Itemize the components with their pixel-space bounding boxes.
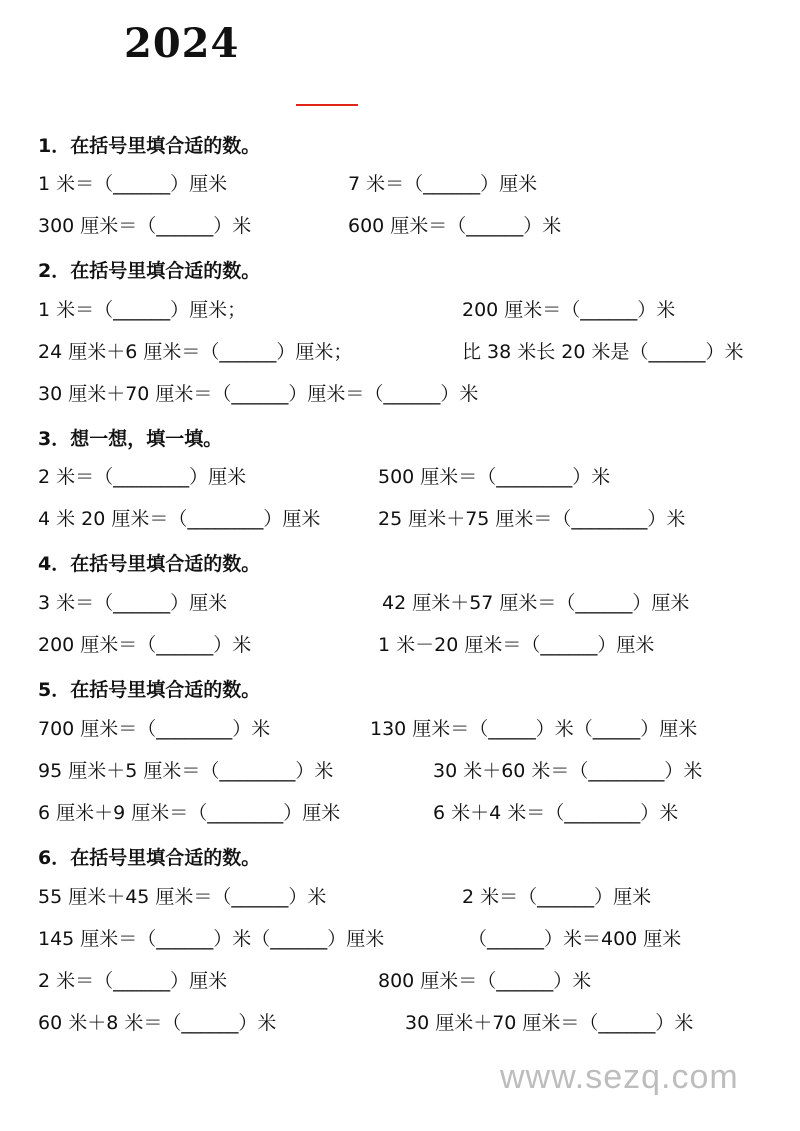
question-6-4: （______）米＝400 厘米 <box>468 928 682 950</box>
question-6-3: 145 厘米＝（______）米（______）厘米 <box>38 928 385 950</box>
question-3-2: 500 厘米＝（________）米 <box>378 466 611 488</box>
question-6-8: 30 厘米＋70 厘米＝（______）米 <box>405 1012 694 1034</box>
question-1-3: 300 厘米＝（______）米 <box>38 215 252 237</box>
question-6-2: 2 米＝（______）厘米 <box>462 886 652 908</box>
question-2-3: 24 厘米＋6 厘米＝（______）厘米； <box>38 341 353 363</box>
section-1-heading: 1．在括号里填合适的数。 <box>38 135 261 157</box>
question-4-3: 200 厘米＝（______）米 <box>38 634 252 656</box>
question-2-2: 200 厘米＝（______）米 <box>462 299 676 321</box>
question-1-1: 1 米＝（______）厘米 <box>38 173 228 195</box>
question-6-6: 800 厘米＝（______）米 <box>378 970 592 992</box>
question-4-2: 42 厘米＋57 厘米＝（______）厘米 <box>382 592 690 614</box>
question-4-4: 1 米－20 厘米＝（______）厘米 <box>378 634 655 656</box>
red-divider <box>296 104 358 106</box>
section-4-heading: 4．在括号里填合适的数。 <box>38 553 261 575</box>
question-3-1: 2 米＝（________）厘米 <box>38 466 247 488</box>
question-1-4: 600 厘米＝（______）米 <box>348 215 562 237</box>
question-5-1: 700 厘米＝（________）米 <box>38 718 271 740</box>
watermark: www.sezq.com <box>500 1058 739 1096</box>
question-4-1: 3 米＝（______）厘米 <box>38 592 228 614</box>
question-6-1: 55 厘米＋45 厘米＝（______）米 <box>38 886 327 908</box>
section-3-heading: 3．想一想，填一填。 <box>38 428 223 450</box>
question-2-4: 比 38 米长 20 米是（______）米 <box>462 341 744 363</box>
question-5-5: 6 厘米＋9 厘米＝（________）厘米 <box>38 802 341 824</box>
section-2-heading: 2．在括号里填合适的数。 <box>38 260 261 282</box>
question-6-5: 2 米＝（______）厘米 <box>38 970 228 992</box>
question-2-5: 30 厘米＋70 厘米＝（______）厘米＝（______）米 <box>38 383 479 405</box>
question-5-4: 30 米＋60 米＝（________）米 <box>433 760 703 782</box>
question-6-7: 60 米＋8 米＝（______）米 <box>38 1012 277 1034</box>
question-5-6: 6 米＋4 米＝（________）米 <box>433 802 679 824</box>
question-5-3: 95 厘米＋5 厘米＝（________）米 <box>38 760 334 782</box>
question-1-2: 7 米＝（______）厘米 <box>348 173 538 195</box>
question-5-2: 130 厘米＝（_____）米（_____）厘米 <box>370 718 698 740</box>
section-5-heading: 5．在括号里填合适的数。 <box>38 679 261 701</box>
question-2-1: 1 米＝（______）厘米； <box>38 299 247 321</box>
question-3-3: 4 米 20 厘米＝（________）厘米 <box>38 508 321 530</box>
question-3-4: 25 厘米＋75 厘米＝（________）米 <box>378 508 686 530</box>
page-title: 2024 <box>124 20 240 67</box>
section-6-heading: 6．在括号里填合适的数。 <box>38 847 261 869</box>
